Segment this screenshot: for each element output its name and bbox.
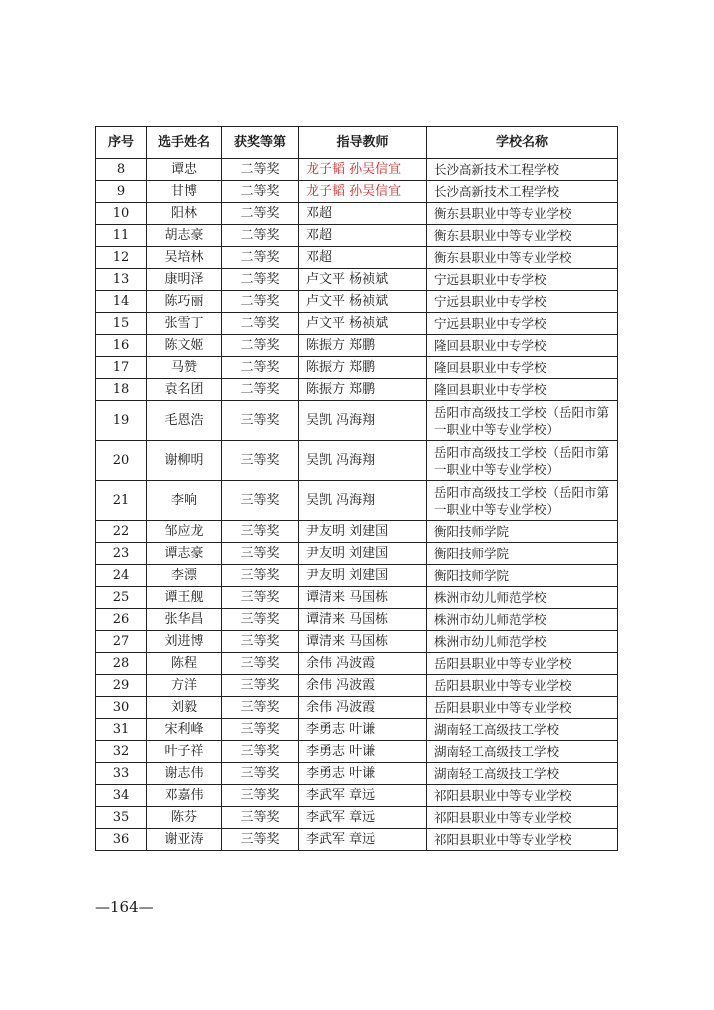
cell-contestant-name: 陈程 (147, 653, 222, 675)
table-row (96, 719, 618, 741)
cell-number: 34 (96, 785, 147, 807)
cell-award-level: 三等奖 (222, 675, 299, 697)
table-row (96, 313, 618, 335)
cell-instructor: 卢文平 杨祯斌 (299, 291, 427, 313)
table-row (96, 357, 618, 379)
cell-instructor: 陈振方 郑鹏 (299, 379, 427, 401)
cell-school-name: 湖南轻工高级技工学校 (427, 763, 618, 785)
cell-number: 33 (96, 763, 147, 785)
cell-award-level: 三等奖 (222, 785, 299, 807)
table-row (96, 181, 618, 203)
cell-school-name: 长沙高新技术工程学校 (427, 159, 618, 181)
cell-contestant-name: 胡志豪 (147, 225, 222, 247)
cell-contestant-name: 李响 (147, 481, 222, 521)
cell-award-level: 二等奖 (222, 379, 299, 401)
table-row (96, 587, 618, 609)
cell-school-name: 祁阳县职业中等专业学校 (427, 807, 618, 829)
cell-instructor: 余伟 冯波霞 (299, 697, 427, 719)
header-award-level: 获奖等第 (222, 127, 299, 159)
cell-contestant-name: 陈芬 (147, 807, 222, 829)
table-row (96, 807, 618, 829)
cell-instructor: 邓超 (299, 225, 427, 247)
cell-number: 21 (96, 481, 147, 521)
table-row (96, 159, 618, 181)
cell-contestant-name: 宋利峰 (147, 719, 222, 741)
cell-instructor: 尹友明 刘建国 (299, 521, 427, 543)
cell-contestant-name: 方洋 (147, 675, 222, 697)
cell-school-name: 岳阳县职业中等专业学校 (427, 697, 618, 719)
cell-school-name: 岳阳市高级技工学校（岳阳市第一职业中等专业学校） (427, 441, 618, 481)
cell-instructor: 吴凯 冯海翔 (299, 481, 427, 521)
table-row (96, 675, 618, 697)
cell-school-name: 衡东县职业中等专业学校 (427, 225, 618, 247)
cell-school-name: 隆回县职业中专学校 (427, 357, 618, 379)
cell-instructor: 余伟 冯波霞 (299, 653, 427, 675)
cell-number: 11 (96, 225, 147, 247)
cell-number: 18 (96, 379, 147, 401)
header-contestant-name: 选手姓名 (147, 127, 222, 159)
table-row (96, 203, 618, 225)
cell-award-level: 二等奖 (222, 225, 299, 247)
cell-award-level: 三等奖 (222, 521, 299, 543)
cell-number: 13 (96, 269, 147, 291)
cell-award-level: 二等奖 (222, 357, 299, 379)
cell-award-level: 二等奖 (222, 247, 299, 269)
cell-number: 27 (96, 631, 147, 653)
table-row (96, 785, 618, 807)
cell-number: 12 (96, 247, 147, 269)
cell-number: 26 (96, 609, 147, 631)
table-row (96, 401, 618, 441)
cell-number: 20 (96, 441, 147, 481)
cell-instructor: 卢文平 杨祯斌 (299, 313, 427, 335)
awards-table (95, 126, 618, 851)
table-row (96, 269, 618, 291)
cell-contestant-name: 陈文姬 (147, 335, 222, 357)
cell-instructor: 龙子韬 孙吴信宜 (299, 181, 427, 203)
table-body (96, 159, 618, 851)
cell-award-level: 三等奖 (222, 653, 299, 675)
cell-award-level: 三等奖 (222, 441, 299, 481)
cell-number: 15 (96, 313, 147, 335)
cell-number: 8 (96, 159, 147, 181)
cell-school-name: 岳阳县职业中等专业学校 (427, 675, 618, 697)
cell-contestant-name: 刘毅 (147, 697, 222, 719)
cell-contestant-name: 谢志伟 (147, 763, 222, 785)
cell-award-level: 三等奖 (222, 631, 299, 653)
cell-award-level: 三等奖 (222, 565, 299, 587)
cell-contestant-name: 谭忠 (147, 159, 222, 181)
cell-school-name: 宁远县职业中专学校 (427, 313, 618, 335)
cell-number: 35 (96, 807, 147, 829)
cell-number: 10 (96, 203, 147, 225)
cell-contestant-name: 刘进博 (147, 631, 222, 653)
cell-contestant-name: 谭王舰 (147, 587, 222, 609)
cell-instructor: 尹友明 刘建国 (299, 565, 427, 587)
cell-award-level: 三等奖 (222, 587, 299, 609)
cell-school-name: 衡东县职业中等专业学校 (427, 203, 618, 225)
cell-number: 9 (96, 181, 147, 203)
cell-award-level: 三等奖 (222, 807, 299, 829)
cell-instructor: 吴凯 冯海翔 (299, 401, 427, 441)
table-row (96, 291, 618, 313)
cell-number: 17 (96, 357, 147, 379)
cell-award-level: 三等奖 (222, 741, 299, 763)
cell-school-name: 岳阳县职业中等专业学校 (427, 653, 618, 675)
cell-instructor: 谭清来 马国栋 (299, 609, 427, 631)
table-row (96, 225, 618, 247)
table-header-row (96, 127, 618, 159)
table-row (96, 829, 618, 851)
cell-award-level: 三等奖 (222, 829, 299, 851)
cell-number: 25 (96, 587, 147, 609)
cell-instructor: 卢文平 杨祯斌 (299, 269, 427, 291)
cell-school-name: 湖南轻工高级技工学校 (427, 719, 618, 741)
cell-number: 31 (96, 719, 147, 741)
cell-award-level: 二等奖 (222, 313, 299, 335)
cell-award-level: 三等奖 (222, 609, 299, 631)
cell-school-name: 岳阳市高级技工学校（岳阳市第一职业中等专业学校） (427, 401, 618, 441)
awards-table-container (95, 126, 617, 851)
cell-award-level: 三等奖 (222, 697, 299, 719)
cell-contestant-name: 张华昌 (147, 609, 222, 631)
cell-school-name: 宁远县职业中专学校 (427, 269, 618, 291)
cell-contestant-name: 甘博 (147, 181, 222, 203)
cell-award-level: 三等奖 (222, 401, 299, 441)
table-row (96, 543, 618, 565)
table-row (96, 565, 618, 587)
cell-contestant-name: 谢亚涛 (147, 829, 222, 851)
cell-school-name: 株洲市幼儿师范学校 (427, 609, 618, 631)
cell-number: 23 (96, 543, 147, 565)
cell-school-name: 衡阳技师学院 (427, 521, 618, 543)
cell-instructor: 邓超 (299, 203, 427, 225)
cell-number: 29 (96, 675, 147, 697)
cell-award-level: 三等奖 (222, 719, 299, 741)
cell-number: 24 (96, 565, 147, 587)
cell-award-level: 二等奖 (222, 159, 299, 181)
header-instructor: 指导教师 (299, 127, 427, 159)
cell-instructor: 余伟 冯波霞 (299, 675, 427, 697)
cell-contestant-name: 康明泽 (147, 269, 222, 291)
cell-award-level: 二等奖 (222, 291, 299, 313)
cell-number: 36 (96, 829, 147, 851)
cell-instructor: 谭清来 马国栋 (299, 631, 427, 653)
cell-number: 22 (96, 521, 147, 543)
table-row (96, 521, 618, 543)
cell-contestant-name: 谭志豪 (147, 543, 222, 565)
cell-instructor: 李勇志 叶谦 (299, 763, 427, 785)
table-row (96, 379, 618, 401)
cell-number: 28 (96, 653, 147, 675)
cell-contestant-name: 马赞 (147, 357, 222, 379)
cell-award-level: 二等奖 (222, 203, 299, 225)
cell-instructor: 李勇志 叶谦 (299, 741, 427, 763)
table-row (96, 653, 618, 675)
cell-number: 32 (96, 741, 147, 763)
cell-school-name: 株洲市幼儿师范学校 (427, 631, 618, 653)
cell-contestant-name: 叶子祥 (147, 741, 222, 763)
cell-contestant-name: 李漂 (147, 565, 222, 587)
cell-award-level: 三等奖 (222, 763, 299, 785)
cell-number: 30 (96, 697, 147, 719)
cell-number: 16 (96, 335, 147, 357)
cell-school-name: 祁阳县职业中等专业学校 (427, 785, 618, 807)
cell-award-level: 三等奖 (222, 543, 299, 565)
cell-contestant-name: 邓嘉伟 (147, 785, 222, 807)
cell-award-level: 三等奖 (222, 481, 299, 521)
cell-instructor: 李武军 章远 (299, 829, 427, 851)
table-row (96, 335, 618, 357)
cell-school-name: 宁远县职业中专学校 (427, 291, 618, 313)
cell-contestant-name: 毛恩浩 (147, 401, 222, 441)
cell-school-name: 隆回县职业中专学校 (427, 335, 618, 357)
cell-contestant-name: 邹应龙 (147, 521, 222, 543)
table-row (96, 763, 618, 785)
table-row (96, 697, 618, 719)
cell-instructor: 尹友明 刘建国 (299, 543, 427, 565)
cell-contestant-name: 吴培林 (147, 247, 222, 269)
cell-school-name: 岳阳市高级技工学校（岳阳市第一职业中等专业学校） (427, 481, 618, 521)
cell-award-level: 二等奖 (222, 269, 299, 291)
cell-instructor: 谭清来 马国栋 (299, 587, 427, 609)
table-row (96, 247, 618, 269)
cell-contestant-name: 袁名团 (147, 379, 222, 401)
cell-school-name: 衡东县职业中等专业学校 (427, 247, 618, 269)
cell-school-name: 隆回县职业中专学校 (427, 379, 618, 401)
cell-contestant-name: 谢柳明 (147, 441, 222, 481)
cell-number: 19 (96, 401, 147, 441)
header-number: 序号 (96, 127, 147, 159)
cell-school-name: 衡阳技师学院 (427, 543, 618, 565)
table-row (96, 741, 618, 763)
cell-instructor: 龙子韬 孙吴信宜 (299, 159, 427, 181)
cell-instructor: 李勇志 叶谦 (299, 719, 427, 741)
cell-contestant-name: 张雪丁 (147, 313, 222, 335)
table-row (96, 609, 618, 631)
cell-contestant-name: 陈巧丽 (147, 291, 222, 313)
cell-school-name: 祁阳县职业中等专业学校 (427, 829, 618, 851)
cell-instructor: 陈振方 郑鹏 (299, 357, 427, 379)
page-number: —164— (95, 898, 154, 916)
cell-instructor: 吴凯 冯海翔 (299, 441, 427, 481)
cell-instructor: 李武军 章远 (299, 785, 427, 807)
cell-number: 14 (96, 291, 147, 313)
cell-instructor: 邓超 (299, 247, 427, 269)
table-row (96, 631, 618, 653)
cell-school-name: 株洲市幼儿师范学校 (427, 587, 618, 609)
table-row (96, 441, 618, 481)
cell-instructor: 李武军 章远 (299, 807, 427, 829)
cell-award-level: 二等奖 (222, 335, 299, 357)
cell-award-level: 二等奖 (222, 181, 299, 203)
cell-school-name: 衡阳技师学院 (427, 565, 618, 587)
table-row (96, 481, 618, 521)
cell-instructor: 陈振方 郑鹏 (299, 335, 427, 357)
header-school-name: 学校名称 (427, 127, 618, 159)
cell-school-name: 长沙高新技术工程学校 (427, 181, 618, 203)
cell-contestant-name: 阳林 (147, 203, 222, 225)
cell-school-name: 湖南轻工高级技工学校 (427, 741, 618, 763)
